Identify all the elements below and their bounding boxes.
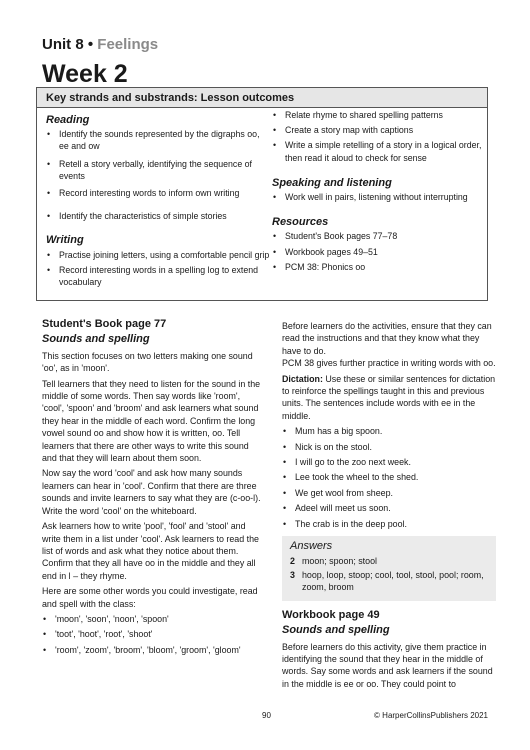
- reading-item: • Record interesting words to inform own writing: [46, 187, 270, 199]
- dictation-paragraph: [282, 373, 496, 423]
- reading-item: • Write a simple retelling of a story in a logical order, then read it aloud to check for sense: [272, 139, 482, 163]
- paragraph: PCM 38 gives further practice in writing words with oo.: [282, 358, 496, 369]
- speaking-item: • Work well in pairs, listening without interrupting: [272, 191, 482, 203]
- dictation-sentence: • Lee took the wheel to the shed.: [282, 471, 496, 483]
- resource-item: • Workbook pages 49–51: [272, 246, 482, 258]
- resources-list: [272, 230, 482, 273]
- dictation-sentence: • Nick is on the stool.: [282, 441, 496, 453]
- reading-continued-list: [272, 109, 482, 164]
- dictation-text: Use these or similar sentences for dictation to reinforce the spellings taught in this and previous units. The sentences include words with ee in the middle.: [282, 373, 496, 421]
- answer-number: 3: [290, 569, 295, 580]
- reading-item: • Identify the characteristics of simple stories: [46, 210, 270, 222]
- reading-list: [46, 128, 270, 222]
- dictation-sentence: • The crab is in the deep pool.: [282, 518, 496, 530]
- reading-item: • Relate rhyme to shared spelling patterns: [272, 109, 482, 121]
- workbook-paragraph: Before learners do this activity, give them practice in identifying the sound that they hear in the middle of words. Say some words and ask learners if the sound in the middle is ee or oo. They could point to: [282, 641, 493, 689]
- answer-text: hoop, loop, stoop; cool, tool, stool, pool; room, zoom, broom: [302, 569, 484, 593]
- writing-heading: Writing: [46, 234, 84, 247]
- word-list: [42, 613, 264, 656]
- unit-number: Unit 8: [42, 36, 84, 53]
- speaking-list: [272, 191, 482, 203]
- paragraph: Ask learners how to write 'pool', 'fool' and 'stool' and write them in a list under 'cool'. Ask learners to read the list of words and ask what they notice about them. Confirm that they all have oo in the middle and they all end in l – they rhyme.: [42, 521, 259, 581]
- unit-heading: [42, 36, 158, 53]
- word-list-item: • 'moon', 'soon', 'noon', 'spoon': [42, 613, 264, 625]
- answer-text: moon; spoon; stool: [302, 555, 377, 566]
- writing-item: • Practise joining letters, using a comfortable pencil grip: [46, 249, 270, 261]
- word-list-item: • 'room', 'zoom', 'broom', 'bloom', 'groom', 'gloom': [42, 644, 264, 656]
- dictation-sentence: • Adeel will meet us soon.: [282, 502, 496, 514]
- paragraph: Here are some other words you could investigate, read and spell with the class:: [42, 586, 258, 609]
- dictation-sentence: • Mum has a big spoon.: [282, 425, 496, 437]
- reading-item: • Retell a story verbally, identifying the sequence of events: [46, 158, 270, 182]
- unit-separator: •: [87, 36, 94, 53]
- answer-number: 2: [290, 555, 295, 566]
- resource-item: • PCM 38: Phonics oo: [272, 261, 482, 273]
- writing-list: [46, 249, 270, 289]
- dictation-sentence: • I will go to the zoo next week.: [282, 456, 496, 468]
- speaking-heading: Speaking and listening: [272, 176, 392, 189]
- resources-heading: Resources: [272, 216, 329, 229]
- page-number: 90: [262, 711, 271, 720]
- outcomes-heading: Key strands and substrands: Lesson outcomes: [37, 88, 487, 108]
- left-text-column: [42, 318, 264, 659]
- paragraph: Now say the word 'cool' and ask how many sounds learners can hear in 'cool'. Confirm that there are three sounds and invite learners to say what they are (c-oo-l). Write the word 'cool' on the whiteboard.: [42, 468, 261, 516]
- dictation-label: Dictation:: [282, 373, 323, 384]
- workbook-title: Workbook page 49: [282, 608, 380, 621]
- right-text-column: [282, 320, 496, 693]
- outcomes-right-column: [272, 112, 482, 273]
- answers-title: Answers: [290, 540, 333, 553]
- outcomes-left-column: [46, 112, 270, 288]
- week-title: Week 2: [42, 60, 128, 88]
- paragraph: This section focuses on two letters making one sound 'oo', as in 'moon'.: [42, 350, 253, 374]
- subsection-title: Sounds and spelling: [42, 333, 150, 346]
- answers-box: [282, 536, 496, 601]
- section-title: Student's Book page 77: [42, 318, 167, 330]
- reading-item: • Create a story map with captions: [272, 124, 482, 136]
- answer-item: [290, 569, 488, 594]
- resource-item: • Student's Book pages 77–78: [272, 230, 482, 242]
- paragraph: Before learners do the activities, ensure that they can read the instructions and that they know what they have to do.: [282, 321, 492, 356]
- workbook-subtitle: Sounds and spelling: [282, 624, 390, 637]
- dictation-sentences: [282, 425, 496, 530]
- copyright-notice: © HarperCollinsPublishers 2021: [374, 711, 488, 720]
- dictation-sentence: • We get wool from sheep.: [282, 487, 496, 499]
- answer-item: [290, 555, 488, 567]
- paragraph: Tell learners that they need to listen for the sound in the middle of some words. Then say words like 'room', 'cool', 'spoon' and 'broom' and ask learners what sound they hear in the middle of each word. Confirm the long vowel sound oo and show how it is written, oo. Tell learners that there are other ways to write this sound and that they will learn about them soon.: [42, 378, 261, 464]
- reading-heading: Reading: [46, 114, 90, 126]
- word-list-item: • 'toot', 'hoot', 'root', 'shoot': [42, 628, 264, 640]
- lesson-outcomes-box: [36, 87, 488, 301]
- writing-item: • Record interesting words in a spelling log to extend vocabulary: [46, 264, 270, 288]
- reading-item: • Identify the sounds represented by the digraphs oo, ee and ow: [46, 128, 270, 152]
- unit-title: Feelings: [97, 36, 159, 53]
